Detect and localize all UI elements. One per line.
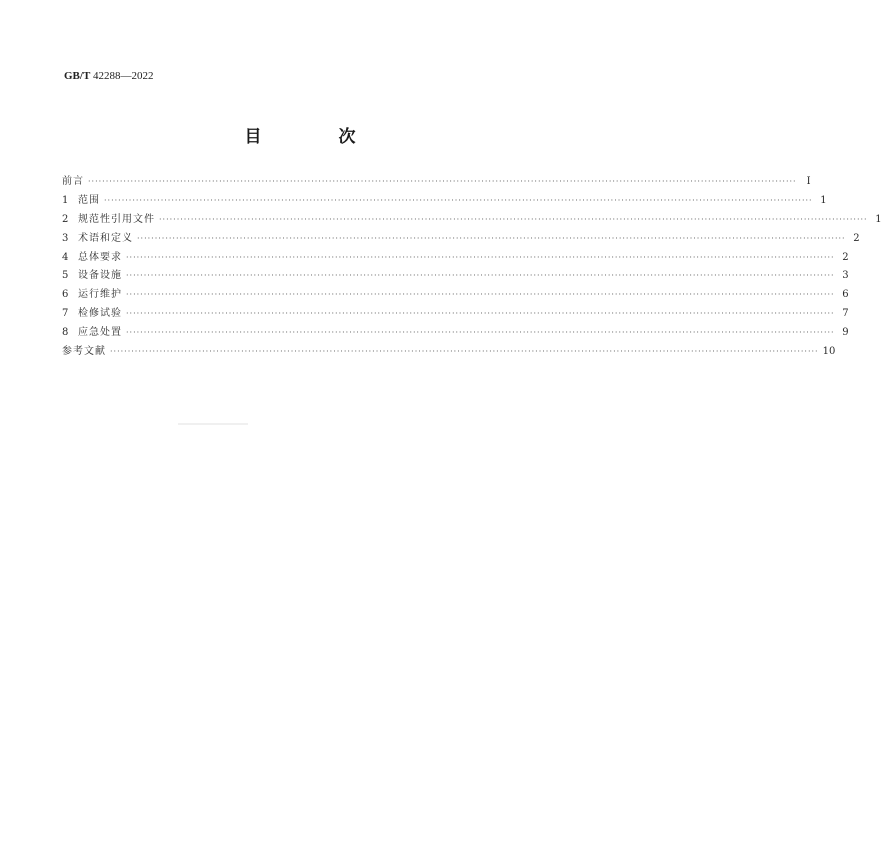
toc-entry-number: 7	[62, 308, 69, 320]
toc-entry-number: 6	[62, 289, 69, 301]
toc-entry-label: 范围	[78, 194, 100, 206]
toc-entry-number: 1	[62, 194, 69, 206]
toc-entry[interactable]	[62, 266, 849, 285]
toc-entry[interactable]	[62, 229, 860, 248]
toc-entry-label: 前言	[62, 176, 84, 187]
toc-entry[interactable]	[62, 210, 882, 229]
toc-entry[interactable]	[62, 191, 827, 210]
toc-entry-label: 术语和定义	[78, 232, 133, 244]
toc-entry[interactable]	[62, 172, 811, 191]
toc-entry-label: 设备设施	[78, 270, 122, 282]
toc-entry-label: 运行维护	[78, 289, 122, 301]
toc-entry-page: 3	[842, 270, 849, 282]
toc-leader-dots: ········································································································································································································	[137, 233, 846, 243]
toc-entry-number: 3	[62, 232, 69, 244]
standard-code	[64, 70, 154, 82]
standard-prefix: GB/T	[64, 70, 91, 82]
toc-entry[interactable]	[62, 248, 849, 267]
toc-leader-dots: ········································································································································································································	[126, 309, 835, 319]
toc-entry[interactable]	[62, 304, 849, 323]
toc-leader-dots: ········································································································································································································	[159, 214, 868, 224]
toc-entry-label: 应急处置	[78, 327, 122, 339]
toc-leader-dots: ········································································································································································································	[110, 347, 819, 357]
toc-leader-dots: ········································································································································································································	[88, 177, 797, 186]
toc-entry[interactable]	[62, 342, 836, 361]
toc-entry-label: 检修试验	[78, 308, 122, 320]
toc-entry-page: 2	[853, 232, 860, 244]
toc-entry-number: 4	[62, 251, 69, 263]
toc-leader-dots: ········································································································································································································	[126, 290, 835, 300]
toc-entry-page: 9	[842, 327, 849, 339]
toc-entry-number: 2	[62, 213, 69, 225]
toc-entry[interactable]	[62, 285, 849, 304]
toc-entry-label: 总体要求	[78, 251, 122, 263]
toc-entry-page: 10	[822, 346, 836, 358]
toc-entry-label: 参考文献	[62, 346, 106, 358]
toc-entry-page: 1	[820, 194, 827, 206]
toc-leader-dots: ········································································································································································································	[126, 271, 835, 281]
toc-leader-dots: ········································································································································································································	[126, 252, 835, 262]
toc-entry-page: 7	[842, 308, 849, 320]
toc-entry-number: 5	[62, 270, 69, 282]
toc-entry-page: 1	[875, 213, 882, 225]
table-of-contents	[62, 172, 882, 361]
standard-number: 42288—2022	[93, 70, 154, 82]
toc-leader-dots: ········································································································································································································	[126, 328, 835, 338]
toc-entry-page: 6	[842, 289, 849, 301]
scan-artifact	[178, 423, 248, 425]
toc-entry-page: Ⅰ	[806, 176, 811, 187]
toc-entry[interactable]	[62, 323, 849, 342]
page-title: 目 次	[244, 127, 386, 147]
toc-leader-dots: ········································································································································································································	[104, 195, 813, 205]
toc-entry-number: 8	[62, 327, 69, 339]
toc-entry-label: 规范性引用文件	[78, 213, 155, 225]
toc-entry-page: 2	[842, 251, 849, 263]
